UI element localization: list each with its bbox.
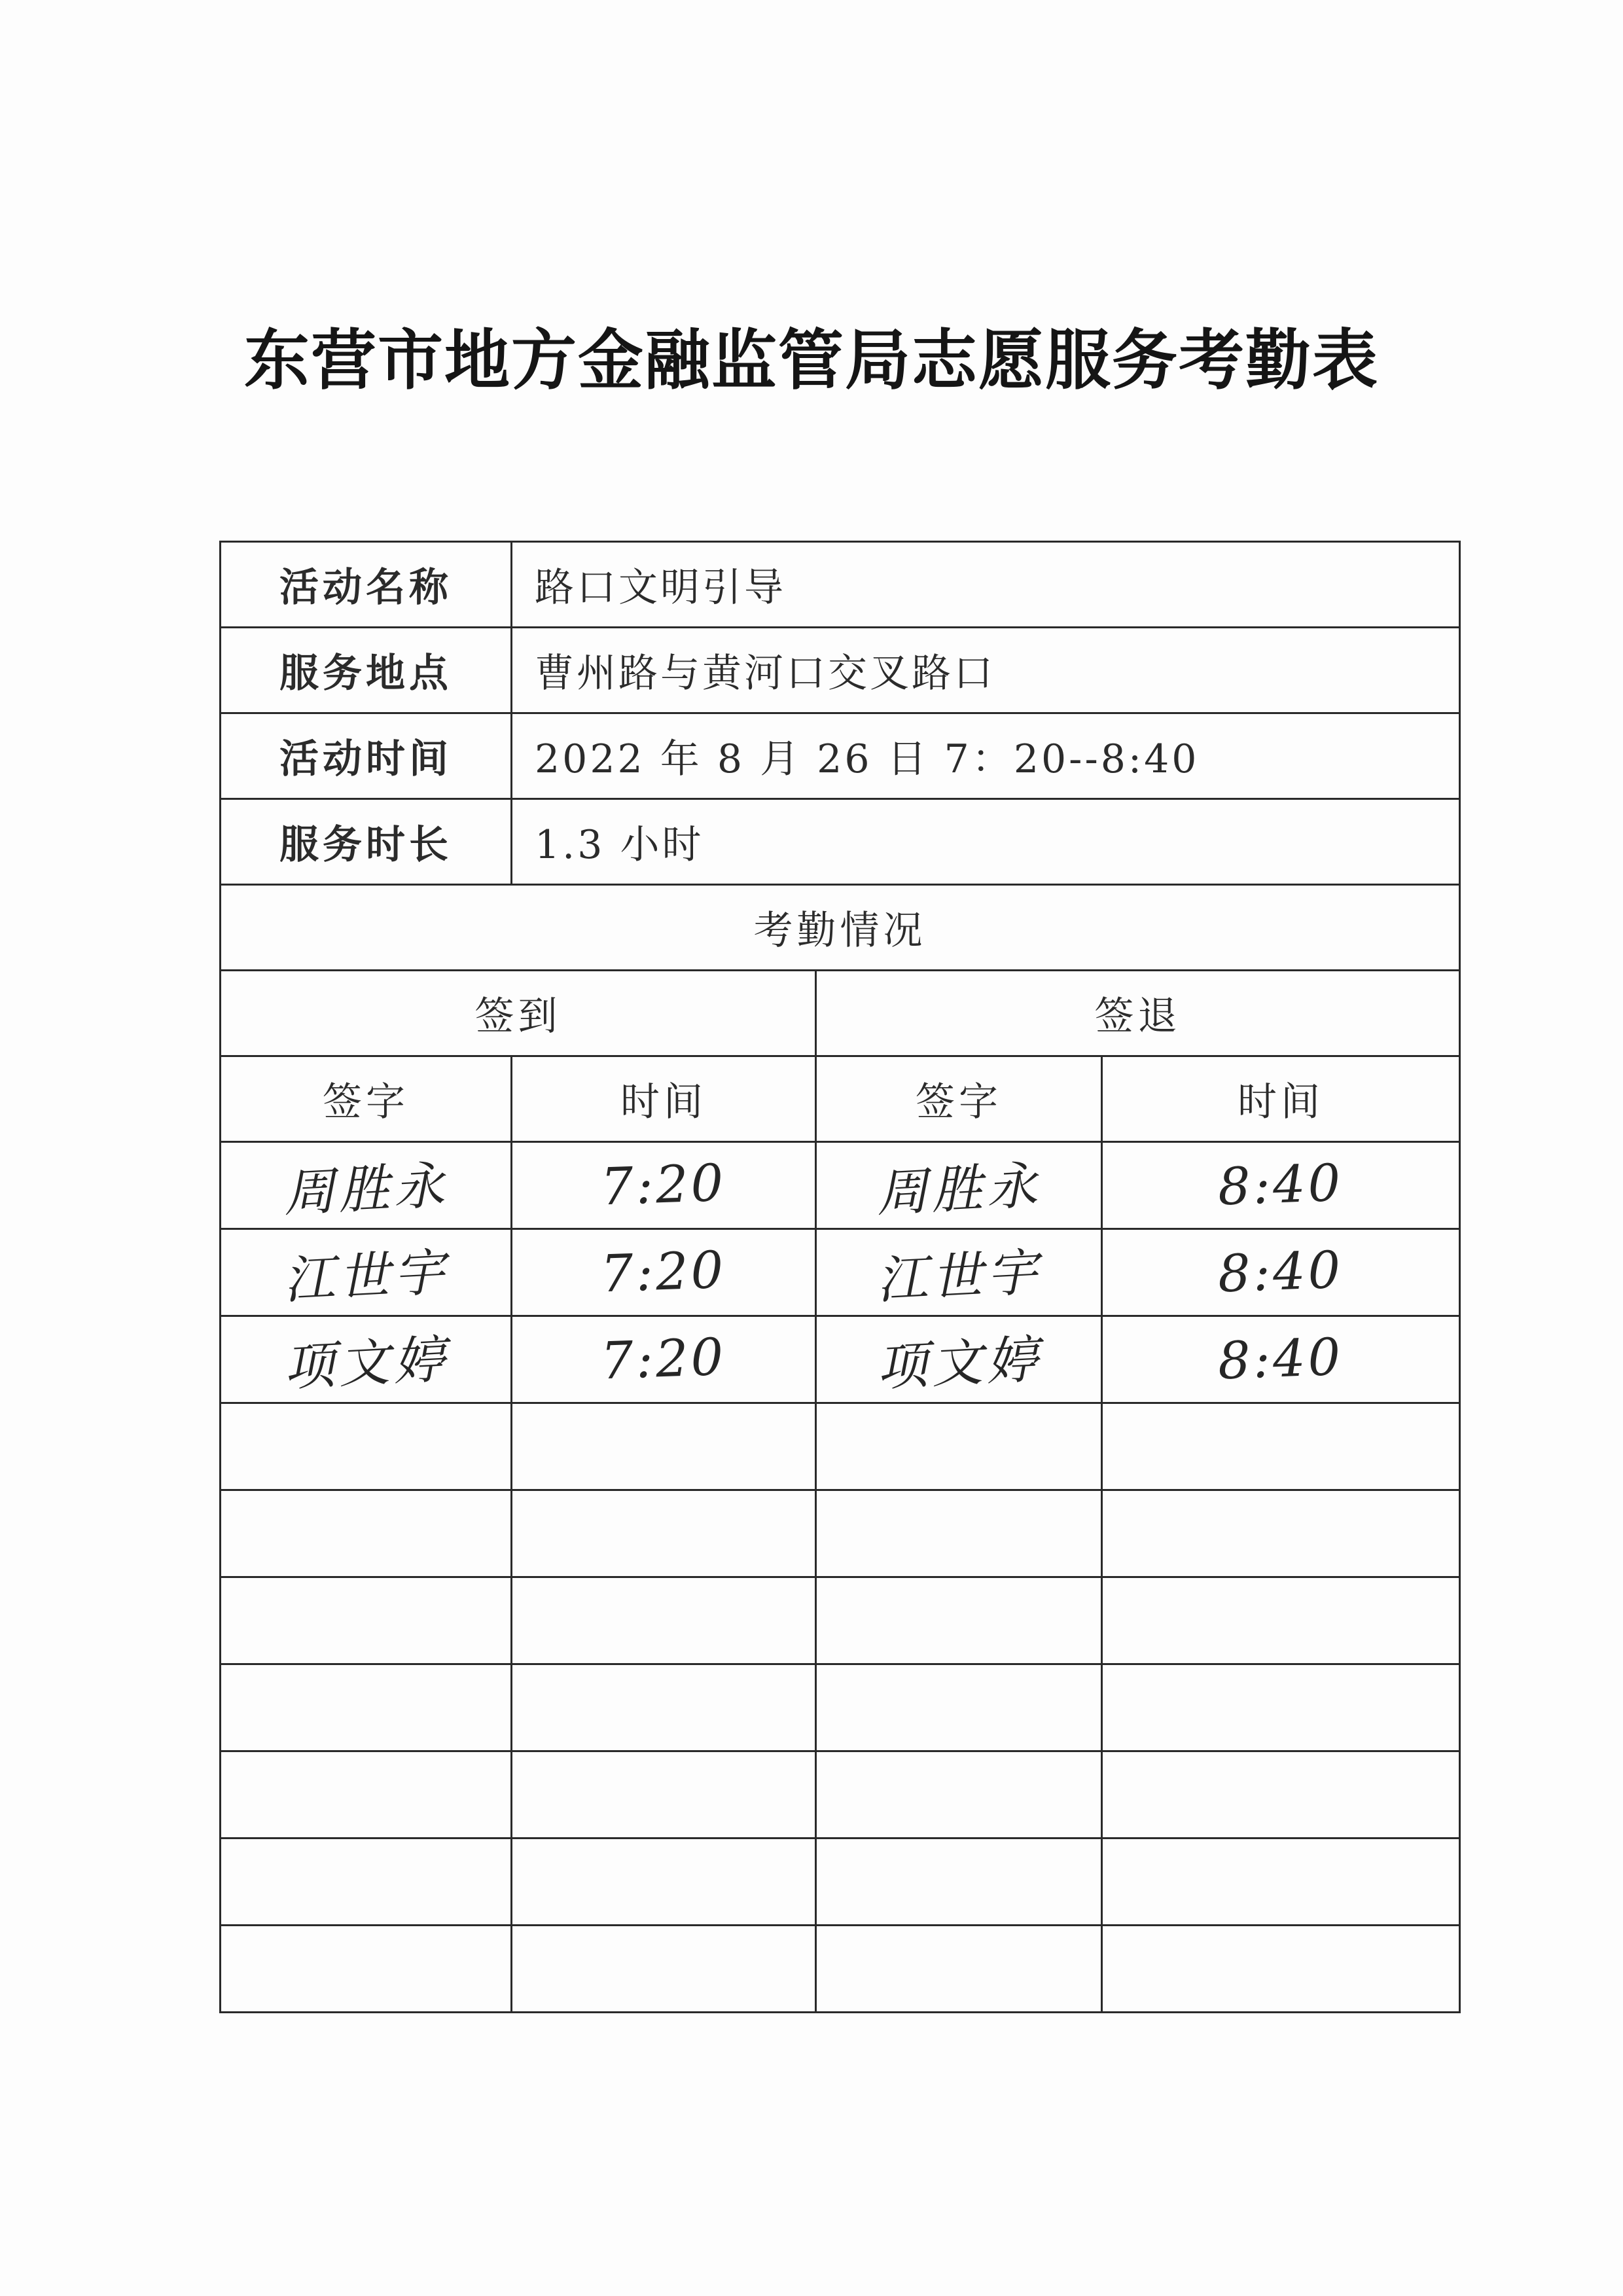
sign-in-signature-cell [221,1142,512,1229]
sign-out-signature-cell [816,1229,1102,1316]
empty-attendance-row [221,1403,1460,1490]
duration-label: 服务时长 [221,799,512,885]
duration-row [221,799,1460,885]
activity-name-label: 活动名称 [221,542,512,628]
handwritten-time: 8:40 [1217,1327,1345,1391]
sign-in-time-header: 时间 [512,1056,816,1142]
sign-out-signature-cell [816,1316,1102,1403]
empty-attendance-row [221,1926,1460,2013]
sign-in-signature-cell [221,1229,512,1316]
location-label: 服务地点 [221,628,512,713]
handwritten-time: 7:20 [599,1327,728,1391]
empty-attendance-row [221,1490,1460,1577]
sign-in-time-cell [512,1316,816,1403]
activity-time-label: 活动时间 [221,713,512,799]
attendance-heading-row [221,885,1460,971]
handwritten-signature: 周胜永 [282,1156,450,1224]
attendance-row [221,1316,1460,1403]
sign-in-signature-header: 签字 [221,1056,512,1142]
activity-time-row [221,713,1460,799]
duration-value: 1.3 小时 [512,799,1460,885]
handwritten-signature: 江世宇 [875,1243,1043,1311]
activity-time-value: 2022 年 8 月 26 日 7：20--8:40 [512,713,1460,799]
activity-name-row [221,542,1460,628]
sign-in-header: 签到 [221,971,816,1056]
empty-attendance-row [221,1751,1460,1839]
sign-out-time-cell [1102,1316,1460,1403]
empty-attendance-row [221,1839,1460,1926]
handwritten-signature: 江世宇 [282,1243,450,1311]
sign-out-time-cell [1102,1142,1460,1229]
attendance-row [221,1142,1460,1229]
column-header-row [221,1056,1460,1142]
sign-out-time-header: 时间 [1102,1056,1460,1142]
sign-in-time-cell [512,1142,816,1229]
document-title: 东营市地方金融监管局志愿服务考勤表 [244,321,1379,399]
location-row [221,628,1460,713]
sign-out-header: 签退 [816,971,1460,1056]
handwritten-signature: 项文婷 [282,1330,450,1398]
sign-in-time-cell [512,1229,816,1316]
location-value: 曹州路与黄河口交叉路口 [512,628,1460,713]
empty-attendance-row [221,1577,1460,1664]
handwritten-signature: 周胜永 [875,1156,1043,1224]
sign-section-row [221,971,1460,1056]
handwritten-time: 8:40 [1217,1240,1345,1304]
attendance-heading: 考勤情况 [221,885,1460,971]
activity-name-value: 路口文明引导 [512,542,1460,628]
handwritten-time: 8:40 [1217,1153,1345,1217]
sign-in-signature-cell [221,1316,512,1403]
empty-attendance-row [221,1664,1460,1751]
attendance-form [219,541,1461,2013]
attendance-row [221,1229,1460,1316]
handwritten-signature: 项文婷 [875,1330,1043,1398]
sign-out-signature-cell [816,1142,1102,1229]
sign-out-time-cell [1102,1229,1460,1316]
sign-out-signature-header: 签字 [816,1056,1102,1142]
handwritten-time: 7:20 [599,1153,728,1217]
handwritten-time: 7:20 [599,1240,728,1304]
